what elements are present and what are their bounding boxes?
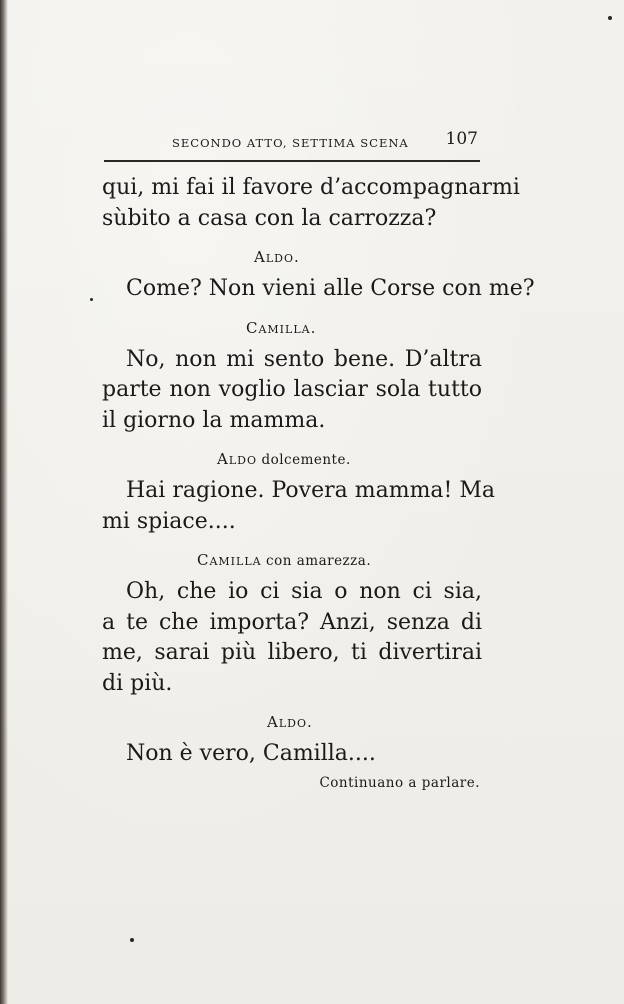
ink-speck [608, 16, 612, 20]
speaker-name: Aldo. [267, 713, 313, 731]
text-line: a te che importa? Anzi, senza di [102, 609, 482, 635]
text-line: parte non voglio lasciar sola tutto [102, 377, 482, 402]
speaker-name: Camilla. [246, 318, 317, 337]
speaker-heading [102, 234, 482, 274]
text-line: Non è vero, Camilla.... [126, 741, 376, 766]
text-line: mi spiace.... [102, 508, 236, 534]
text-line: No, non mi sento bene. D’altra [126, 346, 482, 372]
stage-direction: Continuano a parlare. [319, 774, 480, 791]
text-line: il giorno la mamma. [102, 407, 326, 433]
speaker-name: Aldo. [254, 248, 300, 266]
speaker-name: Camilla [197, 551, 262, 569]
header-rule [104, 160, 480, 162]
text-line: sùbito a casa con la carrozza? [102, 205, 437, 231]
book-spine-shadow [0, 0, 8, 1004]
text-line: Hai ragione. Povera mamma! Ma [126, 478, 496, 503]
dialogue-paragraph [102, 173, 520, 234]
ink-speck [130, 938, 134, 942]
text-line: di più. [102, 670, 173, 696]
dialogue-paragraph [102, 476, 496, 537]
speaker-heading [102, 699, 482, 739]
text-line: Oh, che io ci sia o non ci sia, [126, 579, 482, 604]
speaker-heading [102, 537, 482, 577]
running-head: SECONDO ATTO, SETTIMA SCENA [172, 136, 409, 150]
text-line: me, sarai più libero, ti divertirai [102, 640, 482, 665]
dialogue-paragraph [102, 739, 482, 770]
speaker-direction: con amarezza. [266, 553, 372, 569]
speaker-direction: dolcemente. [261, 452, 351, 468]
ink-speck [90, 298, 93, 301]
dialogue-paragraph [102, 577, 482, 699]
dialogue-paragraph [102, 345, 482, 437]
text-line: Come? Non vieni alle Corse con me? [126, 276, 535, 301]
dialogue-paragraph [102, 274, 535, 305]
speaker-heading [102, 436, 482, 476]
speaker-heading [102, 305, 482, 345]
page-header [104, 124, 482, 160]
text-line: qui, mi fai il favore d’accompagnarmi [102, 175, 520, 200]
page-body [102, 173, 535, 796]
page-number: 107 [445, 129, 478, 149]
speaker-name: Aldo [217, 450, 257, 468]
